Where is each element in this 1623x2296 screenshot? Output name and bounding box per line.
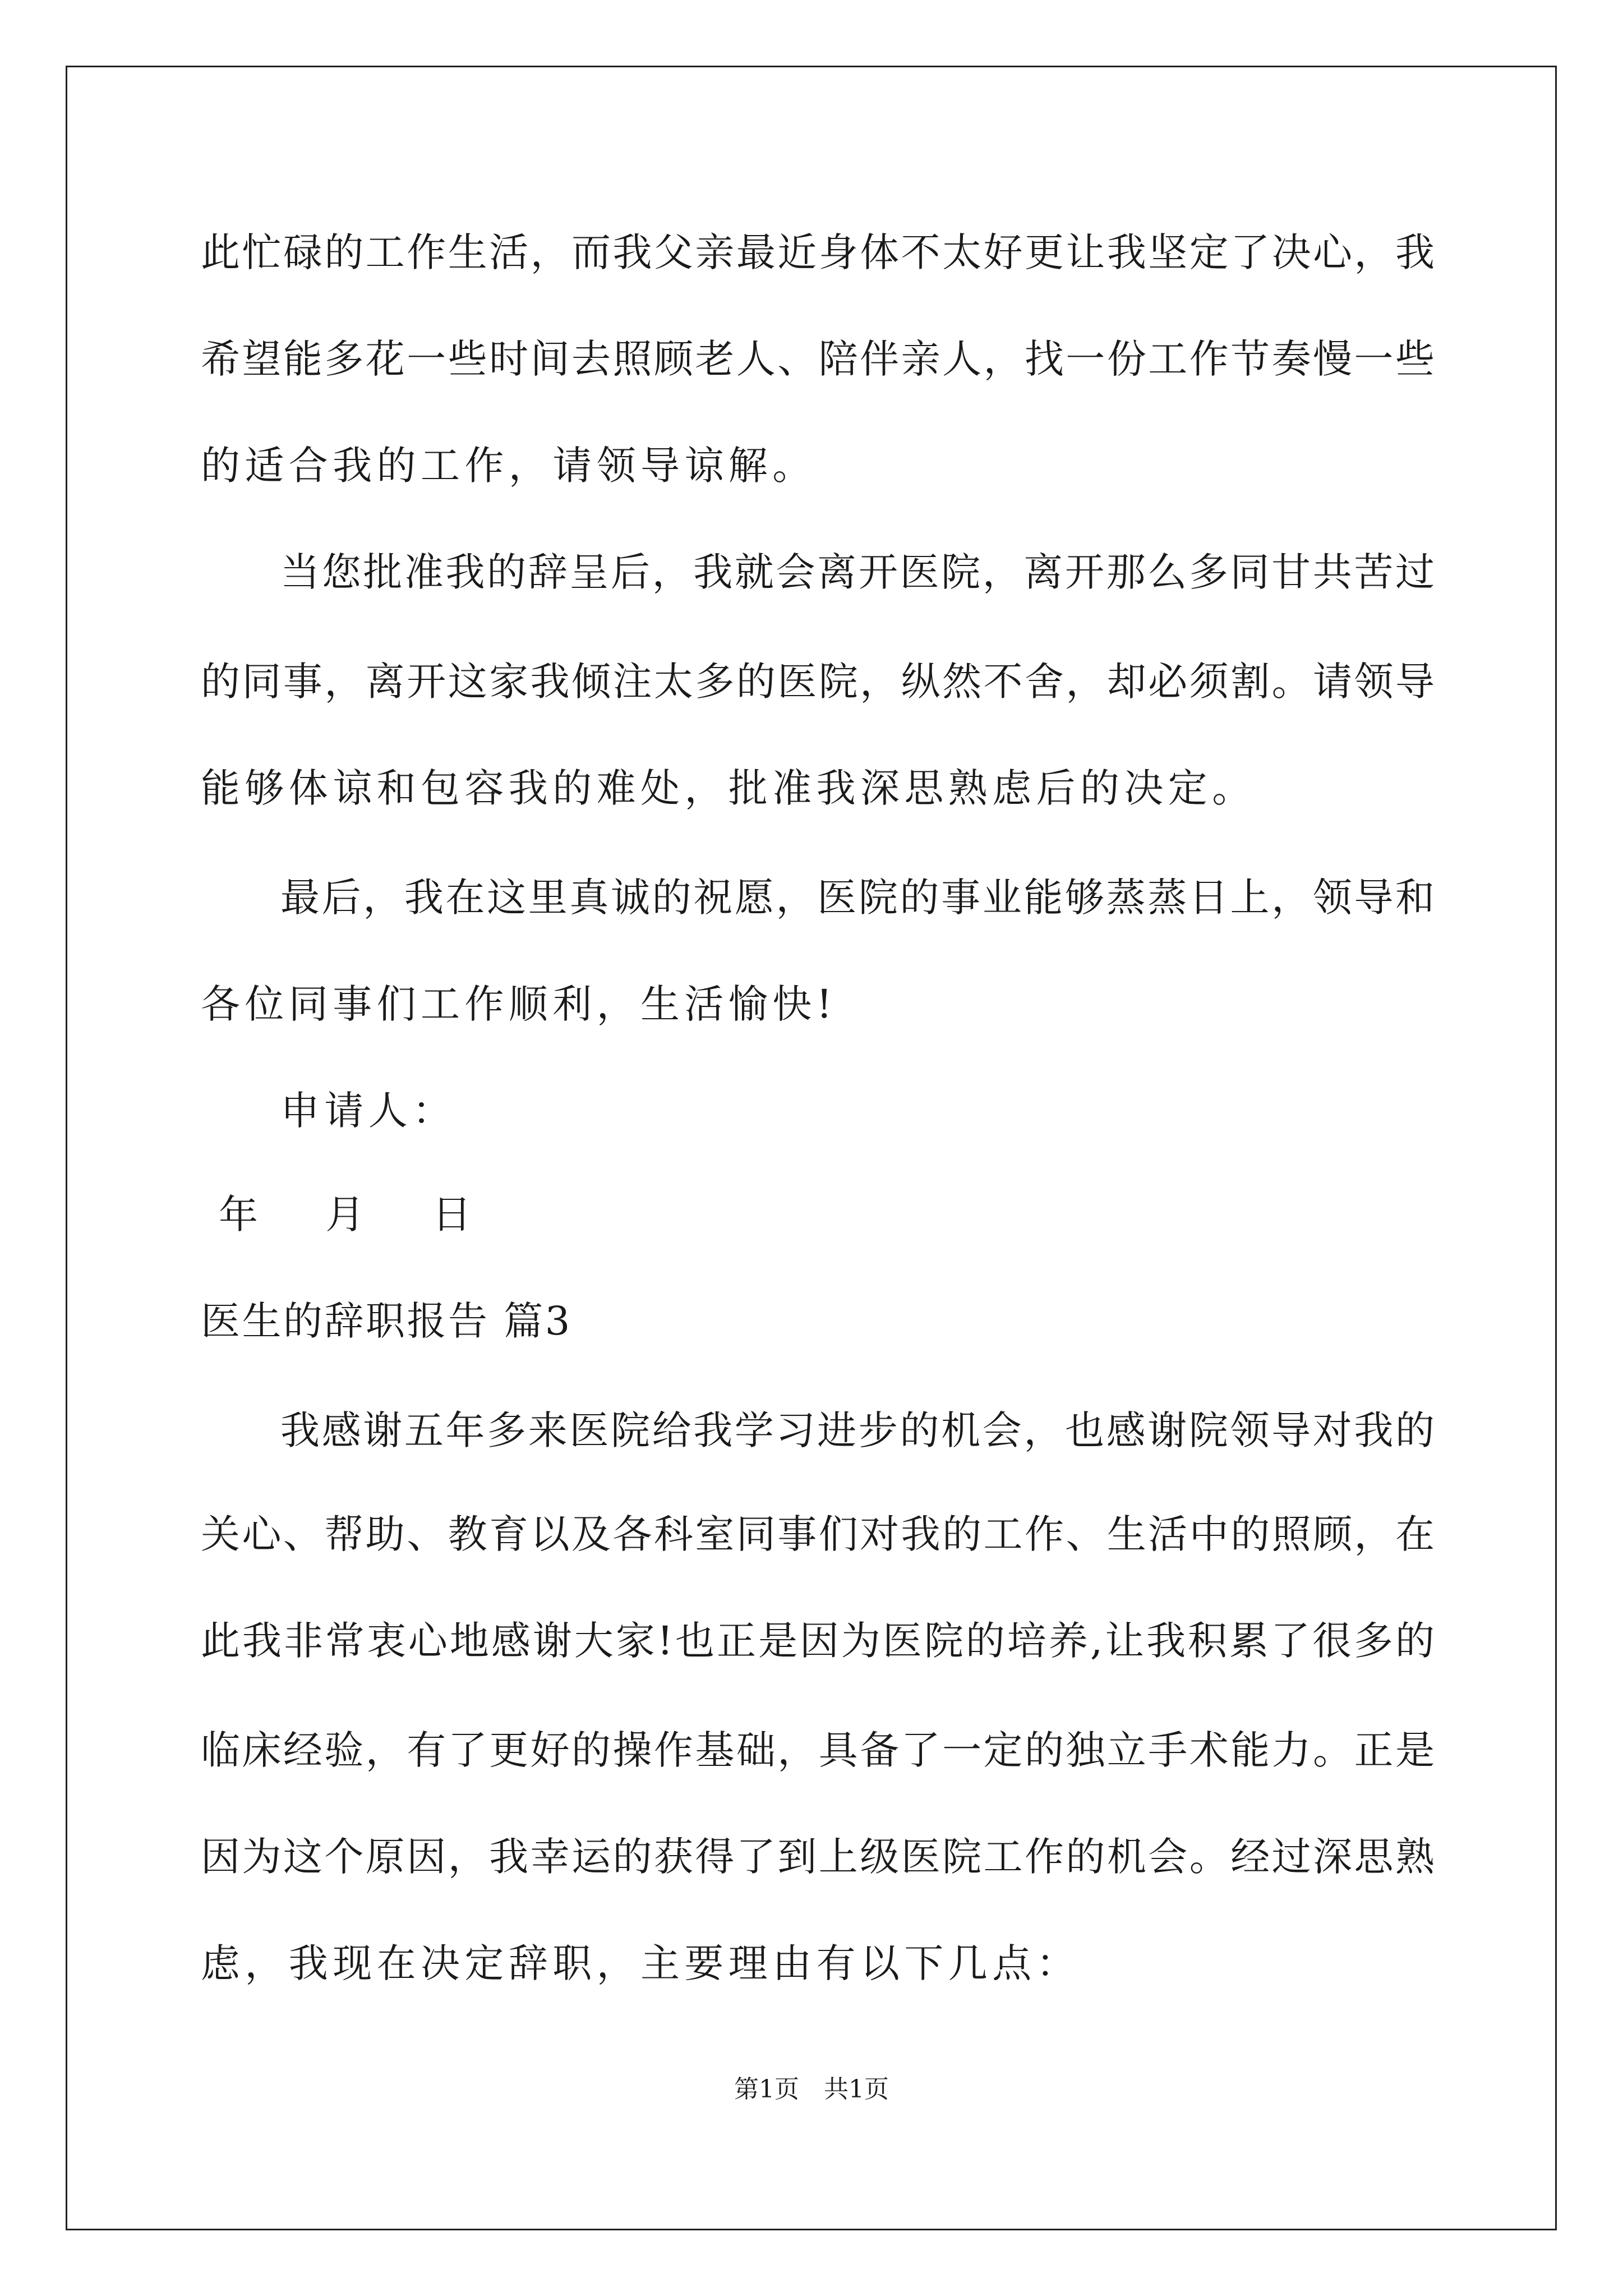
body-text-line: 能够体谅和包容我的难处，批准我深思熟虑后的决定。 [201, 765, 1256, 811]
applicant-label: 申请人： [280, 1088, 457, 1134]
body-text-line: 的适合我的工作，请领导谅解。 [201, 443, 817, 489]
body-text-line: 的同事，离开这家我倾注太多的医院，纵然不舍，却必须割。请领导 [201, 659, 1435, 705]
page-border [66, 66, 1557, 2230]
body-text-line: 希望能多花一些时间去照顾老人、陪伴亲人，找一份工作节奏慢一些 [201, 336, 1435, 382]
body-text-line: 最后，我在这里真诚的祝愿，医院的事业能够蒸蒸日上，领导和 [280, 875, 1435, 921]
body-text-line: 各位同事们工作顺利，生活愉快! [201, 981, 837, 1027]
page-number-footer: 第1页 共1页 [734, 2075, 889, 2104]
body-text-line: 此我非常衷心地感谢大家!也正是因为医院的培养,让我积累了很多的 [201, 1618, 1435, 1664]
section-heading: 医生的辞职报告 篇3 [201, 1298, 572, 1344]
body-text-line: 因为这个原因，我幸运的获得了到上级医院工作的机会。经过深思熟 [201, 1834, 1435, 1880]
date-line: 年 月 日 [219, 1191, 499, 1237]
body-text-line: 关心、帮助、教育以及各科室同事们对我的工作、生活中的照顾，在 [201, 1511, 1435, 1557]
body-text-line: 当您批准我的辞呈后，我就会离开医院，离开那么多同甘共苦过 [280, 549, 1435, 595]
body-text-line: 虑，我现在决定辞职，主要理由有以下几点： [201, 1940, 1080, 1986]
body-text-line: 此忙碌的工作生活，而我父亲最近身体不太好更让我坚定了决心，我 [201, 229, 1435, 275]
body-text-line: 临床经验，有了更好的操作基础，具备了一定的独立手术能力。正是 [201, 1727, 1435, 1773]
body-text-line: 我感谢五年多来医院给我学习进步的机会，也感谢院领导对我的 [280, 1407, 1435, 1453]
